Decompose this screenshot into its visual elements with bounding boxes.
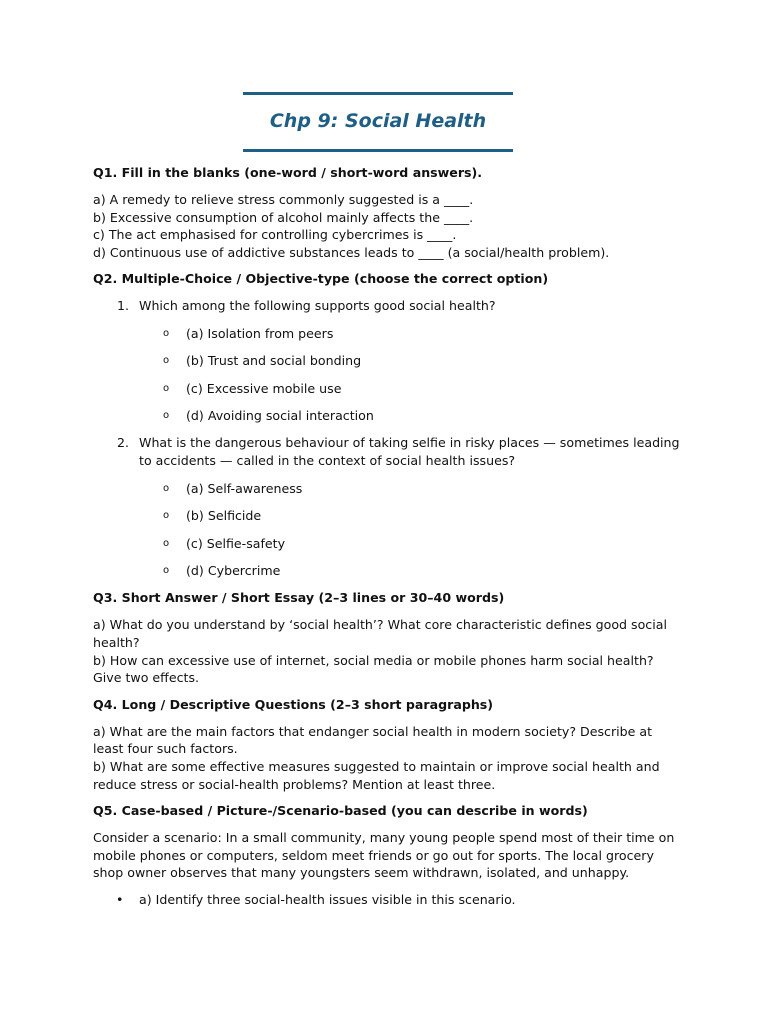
option-text: (c) Excessive mobile use <box>186 380 342 396</box>
q1-heading: Q1. Fill in the blanks (one-word / short-word answers). <box>93 165 483 180</box>
q2-item-1-number: 1. <box>117 298 130 314</box>
option-text: (d) Cybercrime <box>186 563 281 579</box>
option-item <box>93 562 683 580</box>
circle-bullet-icon: o <box>163 410 170 422</box>
q1-line-b: b) Excessive consumption of alcohol mainly affects the ____. <box>93 209 474 225</box>
title-block <box>243 92 513 152</box>
q1-line-a: a) A remedy to relieve stress commonly suggested is a ____. <box>93 192 474 207</box>
q3-part-a: a) What do you understand by ‘social health’? What core characteristic defines good social health? <box>93 617 667 650</box>
q4-part-b: b) What are some effective measures suggested to maintain or improve social health and reduce stress or social-health problems? Mention at least three. <box>93 758 660 792</box>
q2-heading: Q2. Multiple-Choice / Objective-type (choose the correct option) <box>93 271 549 287</box>
option-text: (b) Trust and social bonding <box>186 353 362 369</box>
circle-bullet-icon: o <box>163 382 170 394</box>
q3-part-b: b) How can excessive use of internet, social media or mobile phones harm social health? Give two effects. <box>93 652 654 686</box>
q1-line-c: c) The act emphasised for controlling cybercrimes is ____. <box>93 227 457 243</box>
circle-bullet-icon: o <box>163 355 170 367</box>
option-text: (a) Isolation from peers <box>186 325 334 341</box>
option-item <box>93 480 683 498</box>
q4-heading: Q4. Long / Descriptive Questions (2–3 short paragraphs) <box>93 696 494 712</box>
circle-bullet-icon: o <box>163 565 170 577</box>
option-text: (d) Avoiding social interaction <box>186 408 374 424</box>
option-item <box>93 507 683 525</box>
q3-heading: Q3. Short Answer / Short Essay (2–3 lines or 30–40 words) <box>93 590 505 606</box>
circle-bullet-icon: o <box>163 482 170 494</box>
circle-bullet-icon: o <box>163 510 170 522</box>
option-text: (b) Selficide <box>186 508 262 524</box>
q1-line-d: d) Continuous use of addictive substances leads to ____ (a social/health problem). <box>93 244 610 260</box>
option-item <box>93 325 683 343</box>
option-text: (a) Self-awareness <box>186 480 303 496</box>
option-item <box>93 535 683 553</box>
option-item <box>93 352 683 370</box>
q2-item-2-question: What is the dangerous behaviour of taking selfie in risky places — sometimes leading to accidents — called in the context of social health issues? <box>139 435 680 469</box>
option-text: (c) Selfie-safety <box>186 535 286 551</box>
page-title: Chp 9: Social Health <box>269 110 487 132</box>
option-item <box>93 407 683 425</box>
circle-bullet-icon: o <box>163 537 170 549</box>
q2-item-1 <box>93 297 683 315</box>
q5-bullet-item <box>93 891 683 909</box>
circle-bullet-icon: o <box>163 327 170 339</box>
q5-scenario: Consider a scenario: In a small community, many young people spend most of their time on mobile phones or computers, seldom meet friends or go out for sports. The local grocery shop owner observes that many youngsters seem withdrawn, isolated, and unhappy. <box>93 830 675 881</box>
q2-item-2-options <box>93 480 683 581</box>
bullet-dot-icon: • <box>116 891 124 907</box>
q2-item-1-question: Which among the following supports good social health? <box>139 298 496 314</box>
q5-bullet-text: a) Identify three social-health issues visible in this scenario. <box>139 891 516 907</box>
q2-item-2 <box>93 434 683 470</box>
q2-item-2-number: 2. <box>117 435 130 451</box>
q2-item-1-options <box>93 325 683 426</box>
q5-heading: Q5. Case-based / Picture-/Scenario-based (you can describe in words) <box>93 803 588 819</box>
q4-part-a: a) What are the main factors that endanger social health in modern society? Describe at least four such factors. <box>93 723 653 757</box>
option-item <box>93 380 683 398</box>
document-body <box>93 164 683 909</box>
title-bottom-rule <box>243 149 513 152</box>
